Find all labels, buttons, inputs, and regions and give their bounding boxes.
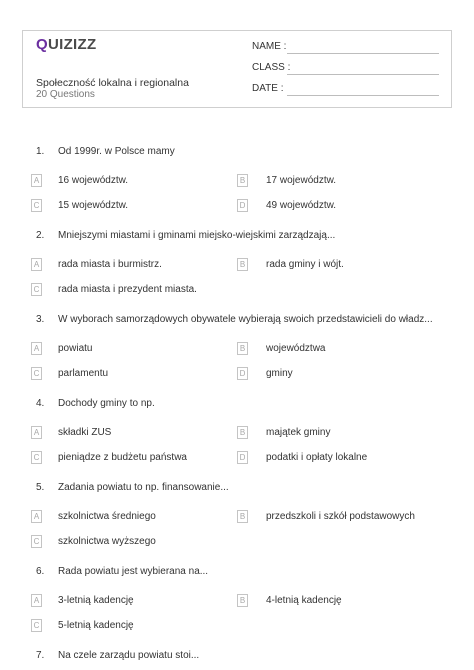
- option-letter: A: [31, 342, 42, 355]
- question-number: 2.: [36, 230, 45, 241]
- question-text: Rada powiatu jest wybierana na...: [58, 566, 209, 577]
- question-text: Na czele zarządu powiatu stoi...: [58, 650, 200, 661]
- question-text: Od 1999r. w Polsce mamy: [58, 146, 175, 157]
- worksheet-title: Społeczność lokalna i regionalna: [36, 77, 189, 89]
- option-letter: C: [31, 199, 42, 212]
- option-letter: A: [31, 426, 42, 439]
- answer-option[interactable]: 15 województw.: [58, 200, 129, 211]
- answer-option[interactable]: 49 województw.: [266, 200, 337, 211]
- option-letter: A: [31, 174, 42, 187]
- quizizz-logo: QUIZIZZ: [36, 36, 97, 53]
- answer-option[interactable]: gminy: [266, 368, 293, 379]
- question-number: 6.: [36, 566, 45, 577]
- name-label: NAME :: [252, 41, 287, 52]
- question-count: 20 Questions: [36, 89, 95, 100]
- name-line[interactable]: [287, 53, 439, 54]
- answer-option[interactable]: szkolnictwa średniego: [58, 511, 156, 522]
- answer-option[interactable]: majątek gminy: [266, 427, 331, 438]
- option-letter: A: [31, 594, 42, 607]
- answer-option[interactable]: szkolnictwa wyższego: [58, 536, 156, 547]
- answer-option[interactable]: podatki i opłaty lokalne: [266, 452, 368, 463]
- answer-option[interactable]: rada gminy i wójt.: [266, 259, 344, 270]
- answer-option[interactable]: przedszkoli i szkół podstawowych: [266, 511, 415, 522]
- option-letter: B: [237, 258, 248, 271]
- option-letter: D: [237, 199, 248, 212]
- answer-option[interactable]: 5-letnią kadencję: [58, 620, 134, 631]
- answer-option[interactable]: rada miasta i prezydent miasta.: [58, 284, 197, 295]
- option-letter: C: [31, 619, 42, 632]
- option-letter: A: [31, 258, 42, 271]
- option-letter: D: [237, 367, 248, 380]
- date-line[interactable]: [287, 95, 439, 96]
- answer-option[interactable]: parlamentu: [58, 368, 109, 379]
- option-letter: C: [31, 283, 42, 296]
- option-letter: D: [237, 451, 248, 464]
- option-letter: C: [31, 367, 42, 380]
- option-letter: B: [237, 510, 248, 523]
- answer-option[interactable]: 4-letnią kadencję: [266, 595, 342, 606]
- question-number: 1.: [36, 146, 45, 157]
- option-letter: B: [237, 342, 248, 355]
- answer-option[interactable]: 17 województw.: [266, 175, 337, 186]
- date-label: DATE :: [252, 83, 284, 94]
- answer-option[interactable]: składki ZUS: [58, 427, 112, 438]
- option-letter: B: [237, 426, 248, 439]
- answer-option[interactable]: rada miasta i burmistrz.: [58, 259, 162, 270]
- option-letter: A: [31, 510, 42, 523]
- class-line[interactable]: [287, 74, 439, 75]
- question-text: W wyborach samorządowych obywatele wybierają swoich przedstawicieli do władz...: [58, 314, 433, 325]
- question-number: 4.: [36, 398, 45, 409]
- answer-option[interactable]: powiatu: [58, 343, 93, 354]
- class-label: CLASS :: [252, 62, 291, 73]
- question-number: 5.: [36, 482, 45, 493]
- option-letter: B: [237, 594, 248, 607]
- answer-option[interactable]: pieniądze z budżetu państwa: [58, 452, 187, 463]
- answer-option[interactable]: 16 województw.: [58, 175, 129, 186]
- option-letter: C: [31, 535, 42, 548]
- option-letter: C: [31, 451, 42, 464]
- question-text: Dochody gminy to np.: [58, 398, 155, 409]
- option-letter: B: [237, 174, 248, 187]
- question-text: Mniejszymi miastami i gminami miejsko-wiejskimi zarządzają...: [58, 230, 336, 241]
- answer-option[interactable]: 3-letnią kadencję: [58, 595, 134, 606]
- question-number: 3.: [36, 314, 45, 325]
- question-number: 7.: [36, 650, 45, 661]
- answer-option[interactable]: województwa: [266, 343, 326, 354]
- question-text: Zadania powiatu to np. finansowanie...: [58, 482, 229, 493]
